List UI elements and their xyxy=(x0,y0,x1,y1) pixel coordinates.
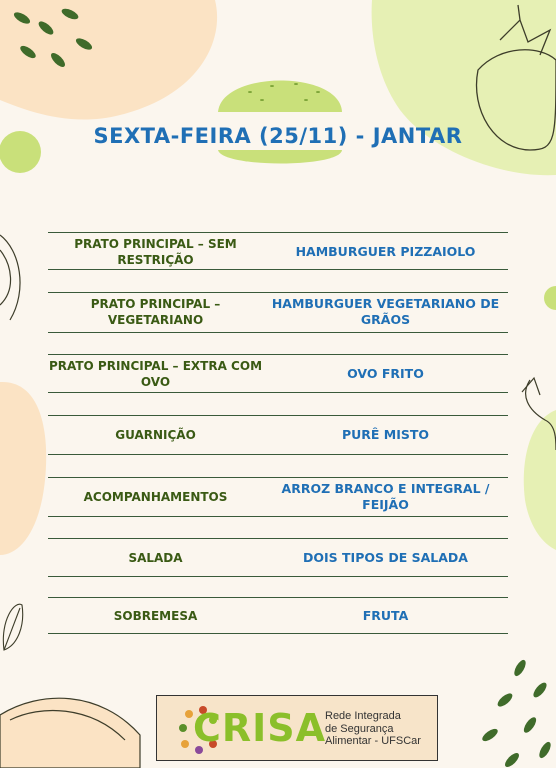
page-title: SEXTA-FEIRA (25/11) - JANTAR xyxy=(93,124,463,148)
logo-subtitle: Rede Integrada de Segurança Alimentar - UFSCar xyxy=(325,710,421,747)
menu-category: SOBREMESA xyxy=(113,609,198,623)
menu-category: PRATO PRINCIPAL – EXTRA COM OVO xyxy=(48,359,263,389)
menu-item: PURÊ MISTO xyxy=(341,427,430,442)
leaf-outline-bottom-left xyxy=(3,604,22,650)
menu-item: OVO FRITO xyxy=(347,366,424,381)
taco-outline xyxy=(0,698,140,768)
green-blob-right xyxy=(524,410,556,550)
leaf-sprigs-bottom-right xyxy=(480,658,553,768)
menu-row xyxy=(48,599,508,633)
menu-item: HAMBURGUER PIZZAIOLO xyxy=(295,244,476,259)
peach-blob-top-left xyxy=(0,0,217,120)
green-dot-right xyxy=(544,286,556,310)
menu-category: PRATO PRINCIPAL – VEGETARIANO xyxy=(90,297,221,327)
menu-item: ARROZ BRANCO E INTEGRAL / FEIJÃO xyxy=(281,481,490,512)
peach-blob-left xyxy=(0,382,46,555)
menu-item: DOIS TIPOS DE SALADA xyxy=(303,550,468,565)
menu-row xyxy=(48,540,508,576)
burger-bun xyxy=(218,81,342,113)
menu-row xyxy=(48,417,508,453)
menu-row xyxy=(48,294,508,330)
menu-category: PRATO PRINCIPAL – SEM RESTRIÇÃO xyxy=(74,237,237,267)
menu-category: ACOMPANHAMENTOS xyxy=(83,490,228,504)
logo-wordmark: CRISA xyxy=(193,706,327,750)
green-blob-top-right xyxy=(372,0,556,175)
menu-row xyxy=(48,234,508,270)
crisa-logo xyxy=(156,695,438,761)
menu-item: HAMBURGUER VEGETARIANO DE GRÃOS xyxy=(271,296,500,327)
menu-row xyxy=(48,479,508,515)
menu-row xyxy=(48,356,508,392)
corn-outline-left xyxy=(0,235,20,320)
menu-category: SALADA xyxy=(128,551,183,565)
menu-item: FRUTA xyxy=(362,608,409,623)
menu-category: GUARNIÇÃO xyxy=(115,428,196,442)
